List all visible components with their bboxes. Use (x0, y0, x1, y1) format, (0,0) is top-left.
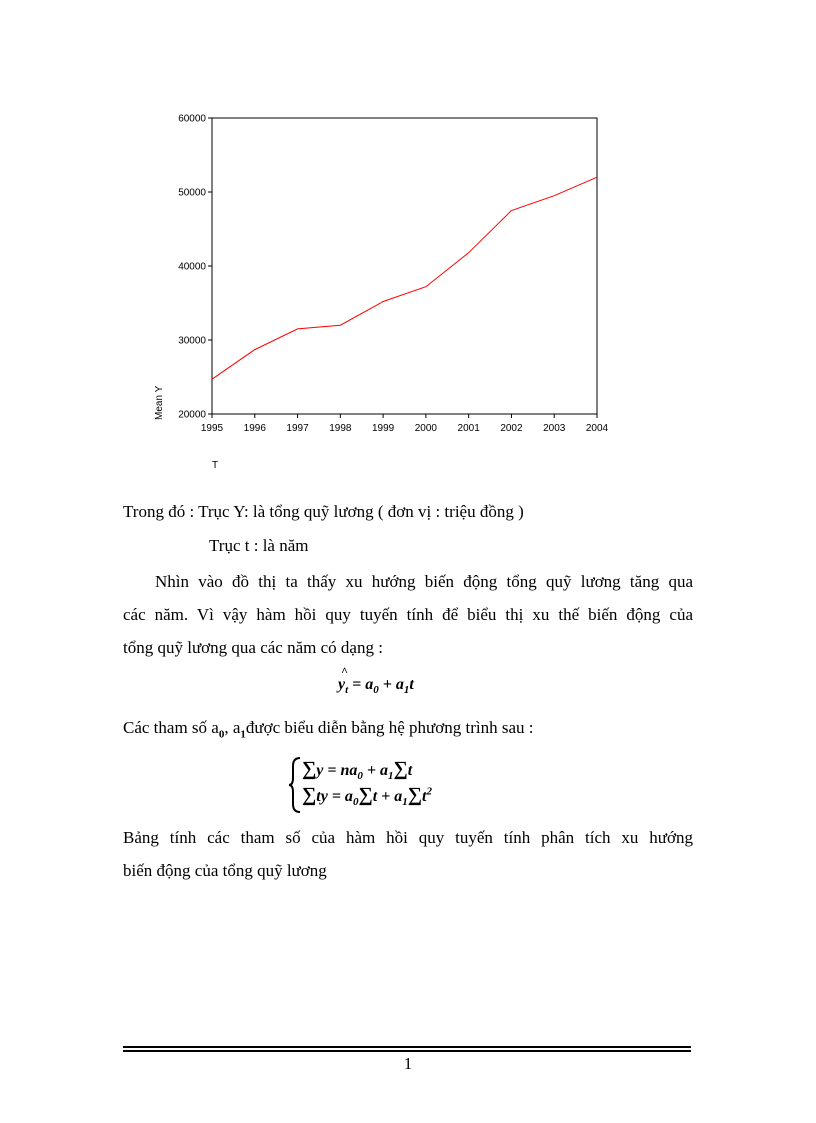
y-tick-label: 50000 (178, 187, 206, 199)
params-line (123, 718, 533, 740)
paragraph-2-line-2: biến động của tổng quỹ lương (123, 861, 327, 880)
x-tick-label: 1998 (329, 423, 352, 434)
equation-system: $\sum y = na_0 + a_1\sum t$ $\sum ty = a_0\sum t + a_1\sum t^2$ (288, 756, 488, 814)
x-tick-label: 2003 (543, 423, 566, 434)
params-post: được biểu diễn bằng hệ phương trình sau : (245, 718, 534, 737)
x-tick-label: 1995 (200, 423, 224, 434)
x-tick-label: 1996 (243, 423, 266, 434)
x-tick-label: 2001 (457, 423, 480, 434)
legend-y-text: Trong đó : Trục Y: là tổng quỹ lương ( đơn vị : triệu đồng ) (123, 502, 524, 521)
x-tick-label: 1997 (286, 423, 309, 434)
paragraph-2-line-1: Bảng tính các tham số của hàm hồi quy tuyến tính phân tích xu hướng (123, 828, 693, 847)
x-tick-label: 1999 (371, 423, 395, 434)
params-mid: , a (224, 718, 241, 737)
params-pre: Các tham số a (123, 718, 219, 737)
legend-t-text: Trục t : là năm (209, 536, 309, 555)
y-tick-label: 30000 (178, 335, 206, 347)
y-tick-label: 20000 (178, 409, 206, 421)
x-axis-label: T (212, 460, 219, 471)
regression-formula: $y_t$ ^ = $a_0 + a_1t$ (338, 664, 414, 697)
footer-rule (123, 1046, 691, 1054)
y-axis-label: Mean Y (154, 385, 165, 420)
x-tick-label: 2004 (585, 423, 609, 434)
x-tick-label: 2002 (500, 423, 523, 434)
y-tick-label: 60000 (178, 113, 206, 125)
params-sub0: 0 (218, 728, 225, 741)
paragraph-1-line-1: Nhìn vào đồ thị ta thấy xu hướng biến động tổng quỹ lương tăng qua (155, 572, 693, 591)
page-number: 1 (403, 1054, 413, 1073)
paragraph-1-line-2: các năm. Vì vậy hàm hồi quy tuyến tính để biểu thị xu thế biến động của (123, 605, 693, 624)
plot-frame (212, 118, 597, 414)
series-line (212, 177, 597, 379)
chart-svg (140, 108, 620, 478)
params-sub1: 1 (240, 728, 246, 741)
brace-icon (288, 756, 302, 814)
y-tick-label: 40000 (178, 261, 206, 273)
line-chart (140, 108, 620, 478)
paragraph-1-line-3: tổng quỹ lương qua các năm có dạng : (123, 638, 383, 657)
x-tick-label: 2000 (414, 423, 438, 434)
